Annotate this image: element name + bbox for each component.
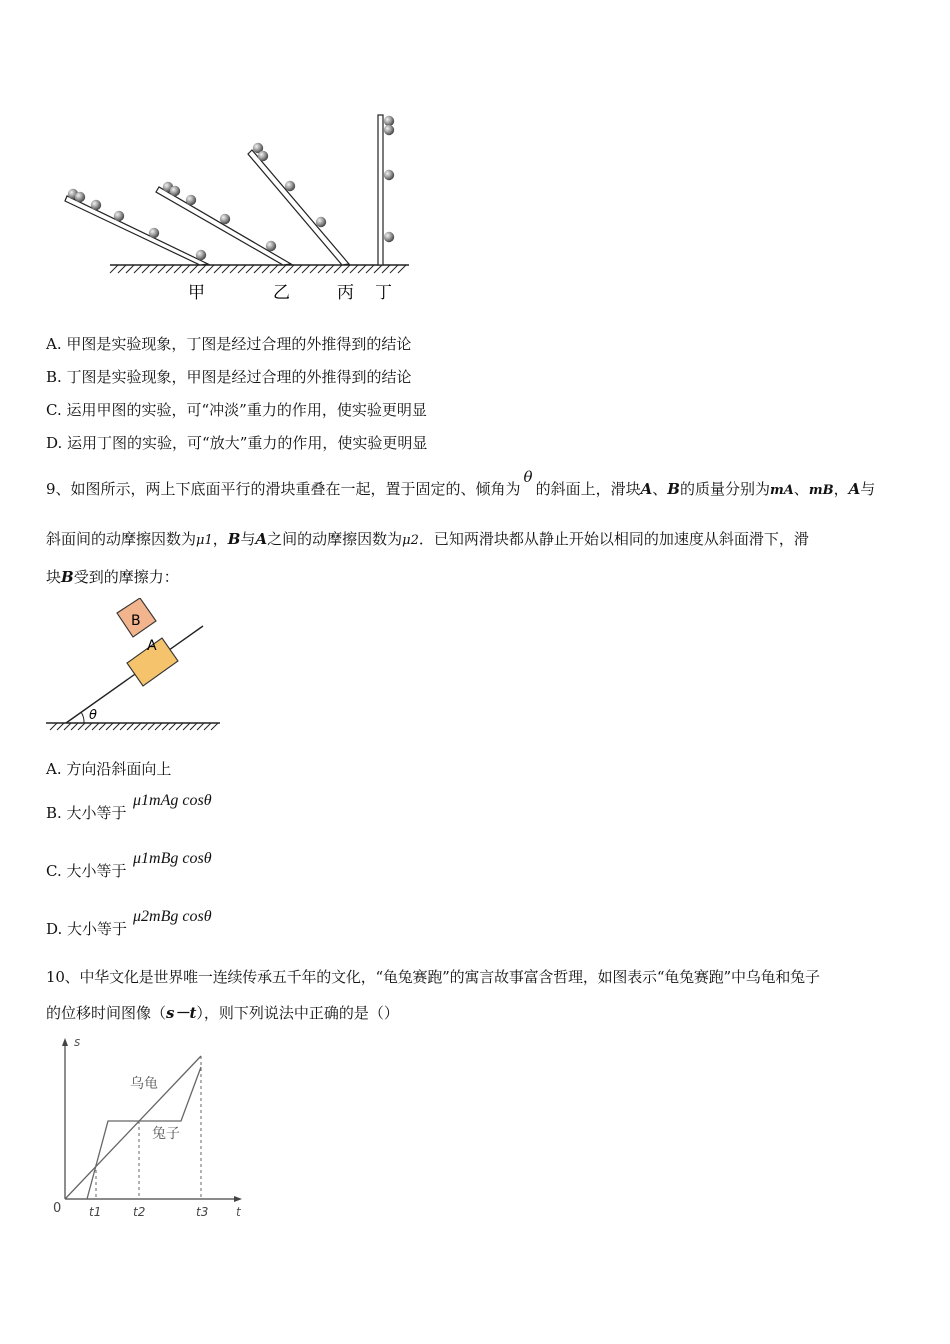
tortoise-rabbit-st-graph	[48, 1036, 253, 1226]
q8-option-b: B. 丁图是实验现象，甲图是经过合理的外推得到的结论	[46, 368, 412, 386]
block-b-label: B	[131, 613, 141, 629]
x-axis-label: t	[236, 1205, 241, 1219]
q9-option-b-formula: μ1mAg cosθ	[133, 792, 212, 809]
mass-b: mB	[808, 483, 834, 498]
origin-label: 0	[53, 1201, 62, 1216]
q9-option-d: D. 大小等于	[46, 920, 128, 938]
label-jia: 甲	[188, 283, 205, 303]
block-a-label: A	[147, 638, 157, 654]
tortoise-label: 乌龟	[130, 1076, 158, 1092]
q9-option-c: C. 大小等于	[46, 862, 127, 880]
q9-stem-line1: 9、如图所示，两上下底面平行的滑块重叠在一起，置于固定的、倾角为θ的斜面上，滑块A、B的质量分别为mA、mB，A与	[46, 468, 876, 498]
q9-stem-line3: 块B受到的摩擦力：	[46, 568, 179, 586]
label-yi: 乙	[273, 283, 290, 303]
blocks-on-incline-figure	[44, 598, 229, 736]
mu1-symbol: μ1	[196, 533, 213, 548]
mu2-symbol: μ2	[402, 533, 419, 548]
q8-option-a: A. 甲图是实验现象，丁图是经过合理的外推得到的结论	[46, 335, 412, 353]
incline-angle-label: θ	[89, 708, 97, 723]
q9-option-c-formula: μ1mBg cosθ	[133, 850, 212, 867]
q10-stem-line1: 10、中华文化是世界唯一连续传承五千年的文化，“龟兔赛跑”的寓言故事富含哲理，如图表示“龟兔赛跑”中乌龟和兔子	[46, 968, 820, 986]
rabbit-label: 兔子	[152, 1126, 180, 1142]
q9-option-b: B. 大小等于	[46, 804, 127, 822]
mass-a: mA	[769, 483, 794, 498]
theta-symbol: θ	[523, 468, 533, 486]
label-bing: 丙	[337, 283, 354, 303]
y-axis-label: s	[74, 1036, 81, 1049]
q10-stem-line2: 的位移时间图像（s－t），则下列说法中正确的是（）	[46, 1004, 399, 1022]
label-ding: 丁	[375, 283, 392, 303]
incline-experiment-figure	[55, 105, 425, 305]
q9-option-a: A. 方向沿斜面向上	[46, 760, 172, 778]
t1-label: t1	[89, 1205, 102, 1219]
q9-stem-line2: 斜面间的动摩擦因数为μ1，B与A之间的动摩擦因数为μ2．已知两滑块都从静止开始以相同的加速度从斜面滑下，滑	[46, 530, 809, 548]
t3-label: t3	[196, 1205, 209, 1219]
q8-option-c: C. 运用甲图的实验，可“冲淡”重力的作用，使实验更明显	[46, 401, 427, 419]
q9-option-d-formula: μ2mBg cosθ	[133, 908, 212, 925]
t2-label: t2	[133, 1205, 146, 1219]
q8-option-d: D. 运用丁图的实验，可“放大”重力的作用，使实验更明显	[46, 434, 428, 452]
